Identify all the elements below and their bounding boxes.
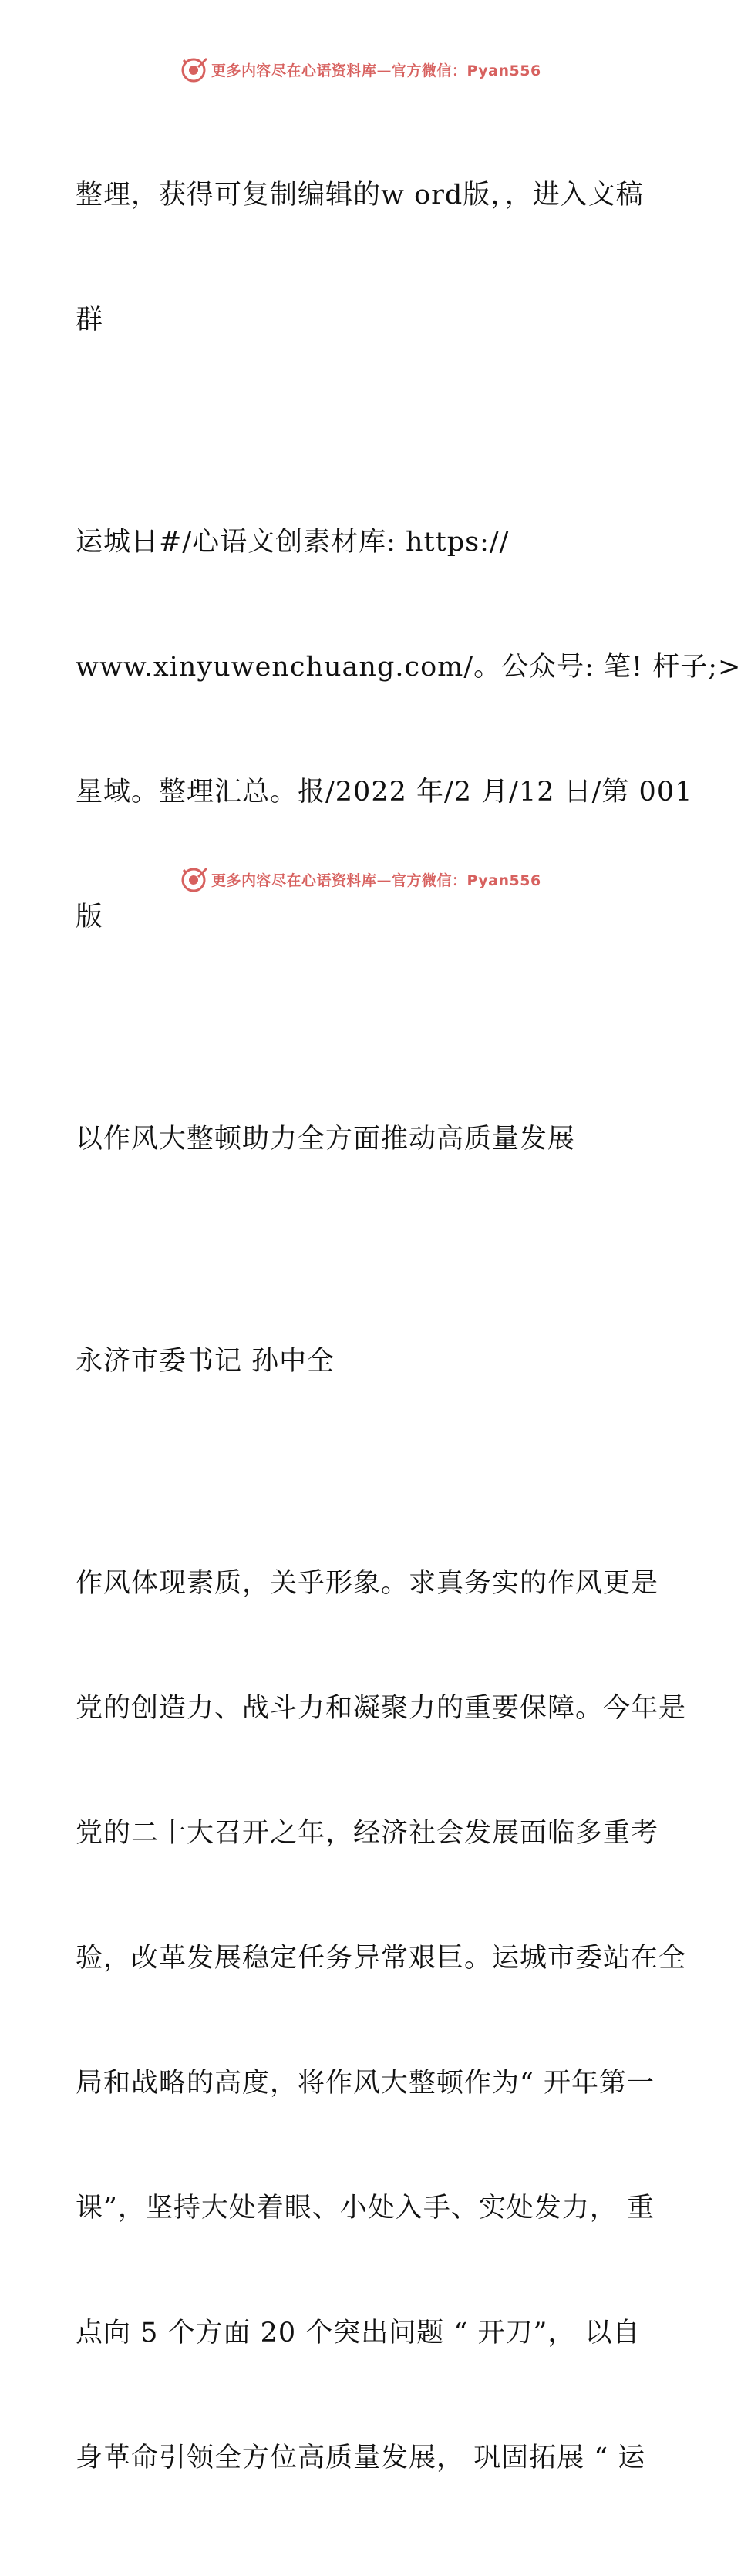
document-body (76, 91, 741, 2576)
article-title (76, 1035, 662, 1243)
text-line: www.xinyuwenchuang.com/。公众号: 笔! 杆子;> (76, 652, 741, 683)
text-line: 局和战略的高度，将作风大整顿作为“ 开年第一 (76, 2068, 655, 2099)
text-line: 党的二十大召开之年，经济社会发展面临多重考 (76, 1818, 659, 1849)
writing-logo-icon (180, 56, 208, 83)
text-line: 验，改革发展稳定任务异常艰巨。运城市委站在全 (76, 1943, 687, 1974)
text-line: 作风体现素质，关乎形象。求真务实的作风更是 (76, 1568, 659, 1599)
text-line: 运城日#/心语文创素材库: https:// (76, 527, 510, 558)
paragraph-intro (76, 91, 662, 424)
text-line: 点向 5 个方面 20 个突出问题 “ 开刀”， 以自 (76, 2318, 641, 2348)
text-line: 版 (76, 902, 104, 932)
paragraph-body (76, 1479, 687, 2562)
text-line: 永济市委书记 孙中全 (76, 1346, 335, 1377)
header-watermark (180, 56, 541, 83)
text-line: 整理，获得可复制编辑的w ord版，，进入文稿 (76, 180, 644, 211)
header-watermark-text: 更多内容尽在心语资料库—官方微信：Pyan556 (211, 62, 541, 79)
article-author (76, 1257, 662, 1465)
text-line: 星域。整理汇总。报/2022 年/2 月/12 日/第 001 (76, 777, 693, 808)
text-line: 党的创造力、战斗力和凝聚力的重要保障。今年是 (76, 1693, 687, 1724)
footer-watermark-text: 更多内容尽在心语资料库—官方微信：Pyan556 (211, 872, 541, 889)
text-line: 以作风大整顿助力全方面推动高质量发展 (76, 1124, 576, 1155)
text-line: 身革命引领全方位高质量发展， 巩固拓展 “ 运 (76, 2443, 646, 2473)
text-line: 群 (76, 305, 104, 335)
text-line: 课”，坚持大处着眼、小处入手、实处发力， 重 (76, 2193, 655, 2224)
footer-watermark (180, 865, 541, 893)
writing-logo-icon (180, 865, 208, 893)
paragraph-source (76, 438, 741, 1021)
